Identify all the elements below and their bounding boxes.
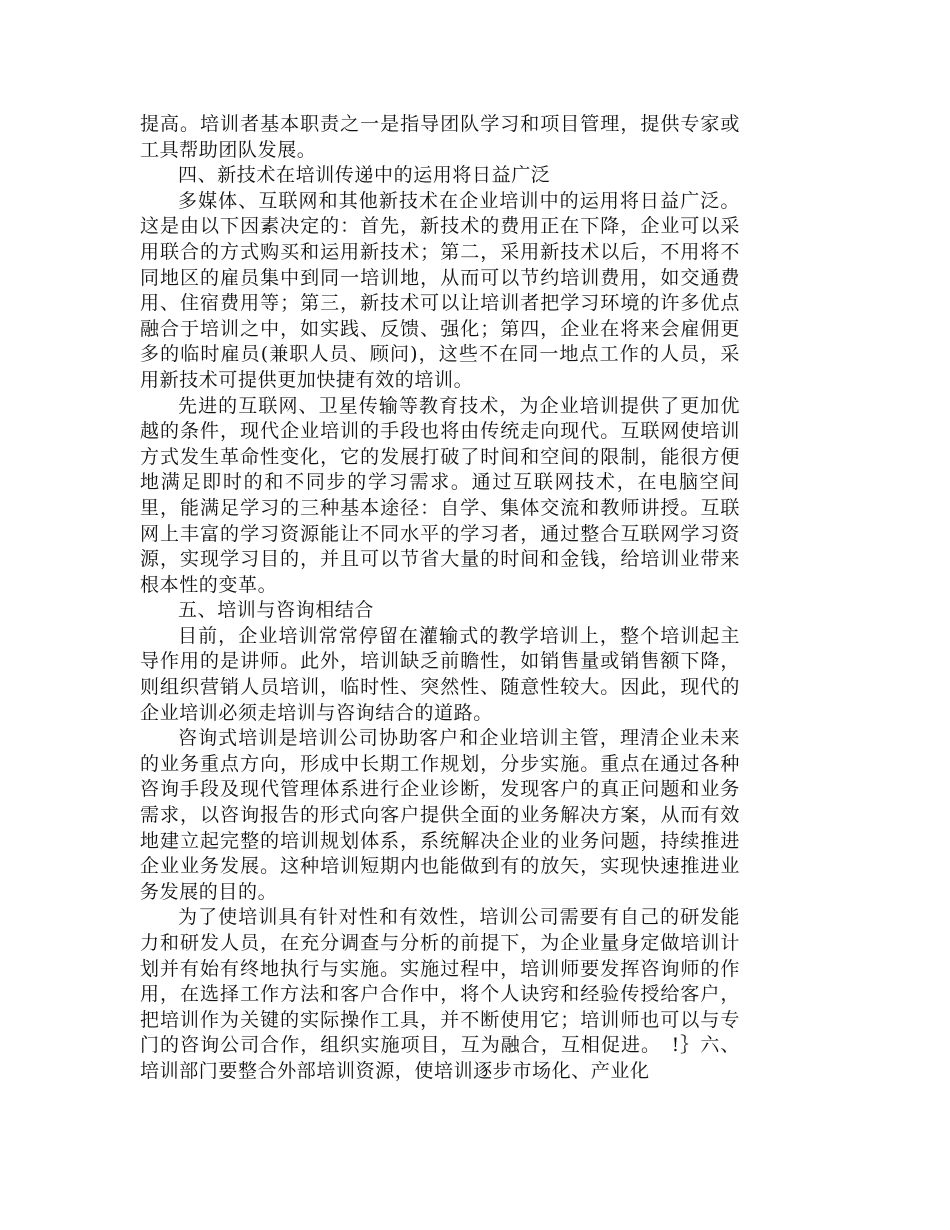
paragraph-consulting-training: 咨询式培训是培训公司协助客户和企业培训主管，理清企业未来的业务重点方向，形成中长期工作规划，分步实施。重点在通过各种咨询手段及现代管理体系进行企业诊断，发现客户的真正问题和业务需求，以咨询报告的形式向客户提供全面的业务解决方案，从而有效地建立起完整的培训规划体系，系统解决企业的业务问题，持续推进企业业务发展。这种培训短期内也能做到有的放矢，实现快速推进业务发展的目的。 [140,727,740,903]
paragraph-current-training: 目前，企业培训常常停留在灌输式的教学培训上，整个培训起主导作用的是讲师。此外，培训缺乏前瞻性，如销售量或销售额下降，则组织营销人员培训，临时性、突然性、随意性较大。因此，现代的企业培训必须走培训与咨询结合的道路。 [140,624,740,724]
paragraph-internet: 先进的互联网、卫星传输等教育技术，为企业培训提供了更加优越的条件，现代企业培训的手段也将由传统走向现代。互联网使培训方式发生革命性变化，它的发展打破了时间和空间的限制，能很方便地满足即时的和不同步的学习需求。通过互联网技术，在电脑空间里，能满足学习的三种基本途径：自学、集体交流和教师讲授。互联网上丰富的学习资源能让不同水平的学习者，通过整合互联网学习资源，实现学习目的，并且可以节省大量的时间和金钱，给培训业带来根本性的变革。 [140,394,740,596]
section-heading-5: 五、培训与咨询相结合 [178,599,375,622]
paragraph-new-tech: 多媒体、互联网和其他新技术在企业培训中的运用将日益广泛。这是由以下因素决定的：首先，新技术的费用正在下降，企业可以采用联合的方式购买和运用新技术；第二，采用新技术以后，不用将不同地区的雇员集中到同一培训地，从而可以节约培训费用，如交通费用、住宿费用等；第三，新技术可以让培训者把学习环境的许多优点融合于培训之中，如实践、反馈、强化；第四，企业在将来会雇佣更多的临时雇员(兼职人员、顾问)，这些不在同一地点工作的人员，采用新技术可提供更加快捷有效的培训。 [140,189,740,391]
document-page [140,112,740,1085]
paragraph-continuation: 提高。培训者基本职责之一是指导团队学习和项目管理，提供专家或工具帮助团队发展。 [140,113,740,161]
section-heading-4: 四、新技术在培训传递中的运用将日益广泛 [178,164,551,187]
paragraph-targeted-training: 为了使培训具有针对性和有效性，培训公司需要有自己的研发能力和研发人员，在充分调查与分析的前提下，为企业量身定做培训计划并有始有终地执行与实施。实施过程中，培训师要发挥咨询师的作用，在选择工作方法和客户合作中，将个人诀窍和经验传授给客户，把培训作为关键的实际操作工具，并不断使用它；培训师也可以与专门的咨询公司合作，组织实施项目，互为融合，互相促进。 !｝六、培训部门要整合外部培训资源，使培训逐步市场化、产业化 [140,906,740,1082]
